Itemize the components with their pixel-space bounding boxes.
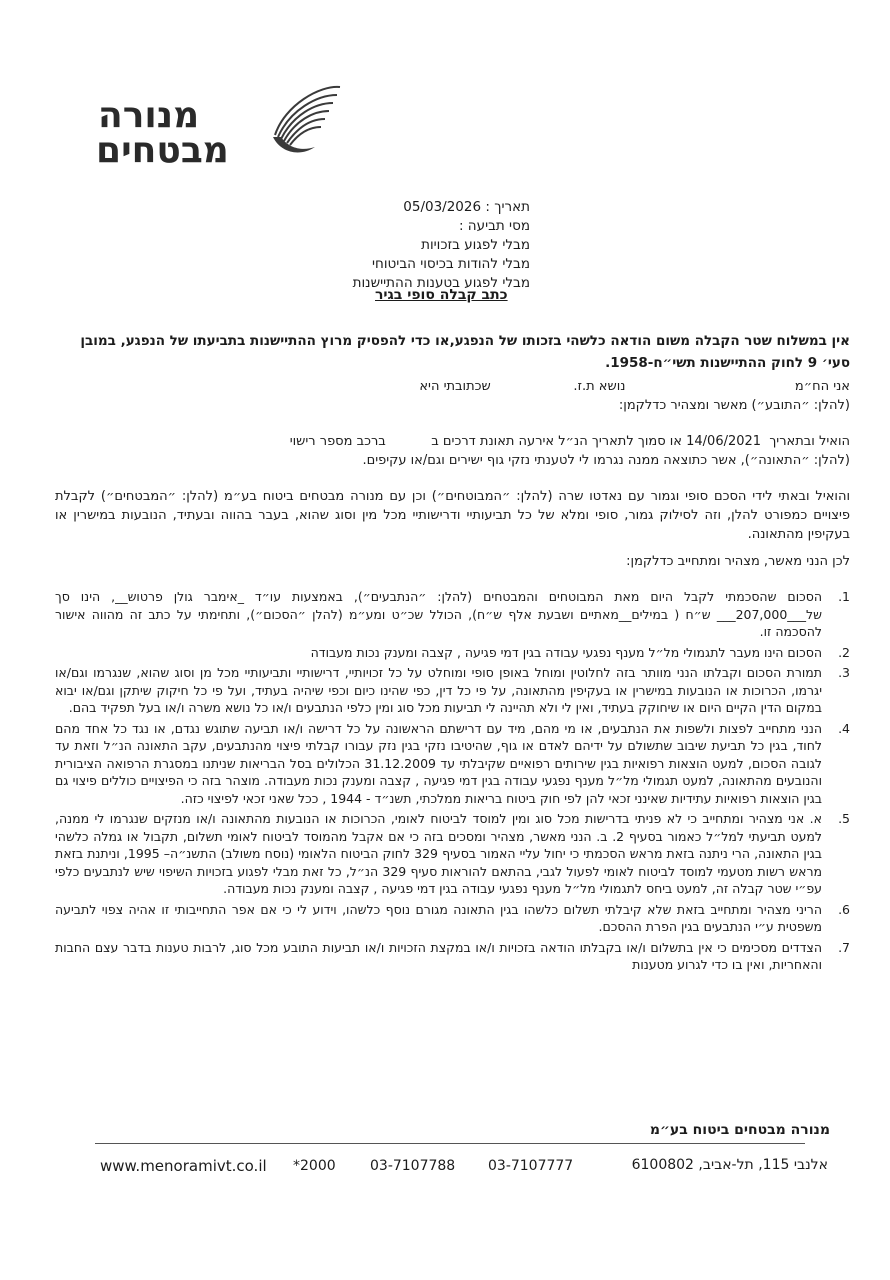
intro-paragraph: אין במשלוח שטר הקבלה משום הודאה כלשהי בזכותו של הנפגע,או כדי להפסיק מרוץ ההתיישנות בתביעתו של הנפגע, במובן סעי׳ 9 לחוק ההתיישנות תשי״ח-1958. — [80, 333, 850, 371]
clauses-list — [55, 588, 850, 977]
declarant-line-1: אני הח״מ נושא ת.ז. שכתובתי היא — [419, 379, 850, 394]
disclaimer-limitation: מבלי לפגוע בטענות ההתיישנות — [352, 275, 530, 291]
clause-text: הסכום הינו מעבר לתגמולי מל״ל מענף נפגעי עבודה בגין דמי פגיעה , קצבה ומענק נכות מעבודה — [310, 644, 822, 660]
clause-number: 5. — [838, 811, 850, 826]
whereas-settlement-paragraph: והואיל ובאתי לידי הסכם סופי וגמור עם נאדטו שרה (להלן: ״המבוטחים״) וכן עם מנורה מבטחים ביטוח בע״מ (להלן: ״המבטחים״) לקבלת פיצויים כמפורט להלן, וזה לסילוק גמור, סופי ומלא של כל תביעותיי ודרישותיי מכל מין וסוג שהוא, בעבר בהווה ובעתיד, הנובעות במישרין או בעקיפין מהתאונה. — [55, 489, 850, 542]
footer-star-number: *2000 — [293, 1158, 336, 1174]
whereas-accident-paragraph — [55, 432, 850, 470]
clause-text: הסכום שהסכמתי לקבל היום מאת המבוטחים והמבטחים (להלן: ״הנתבעים״), באמצעות עו״ד _אימבר גולן פרטוש__, הינו סך של___207,000___ ש״ח ( במילים__מאתיים ושבעת אלף ש״ח), הכולל שכ״ט ומע״מ (להלן ״הסכום״), ותחימתי על כתב זה מהווה אישור להסכמה זו. — [55, 589, 822, 639]
disclaimer-coverage: מבלי להודות בכיסוי הביטוחי — [372, 256, 530, 272]
list-item — [55, 720, 850, 808]
whereas-line-2: (להלן: ״התאונה״), אשר כתוצאה ממנה נגרמו לי לטענתי נזקי גוף ישירים וגם/או עקיפים. — [362, 453, 850, 468]
footer-company-name: מנורה מבטחים ביטוח בע״מ — [649, 1122, 830, 1138]
declarant-line-2: (להלן: ״התובע״) מאשר ומצהיר כדלקמן: — [618, 398, 850, 413]
disclaimer-rights: מבלי לפגוע בזכויות — [421, 237, 530, 253]
clause-text: א. אני מצהיר ומתחייב כי לא פניתי בדרישות מכל סוג ומין למוסד לביטוח לאומי, הכרוכות או הנובעות מהתאונה ו/או מנזקים שנגרמו לי ממנה, למעט תביעתי למל״ל כאמור בסעיף 2. ב. הנני מאשר, מצהיר ומסכים בזה כי אם אקבל מהמוסד לביטוח לאומי תשלום, תקבול או גמלה כלשהי בגין התאונה, הרי ניתנה בזאת מראש הסכמתי כי יחול עליי האמור בסעיף 329 לחוק הביטוח הלאומי (נוסח משולב) התשנ״ה– 1995, וניתנת בזאת מראש רשות מטעמי למוסד לביטוח לאומי לפעול לגבי, בהתאם להוראות סעיף 329 הנ״ל, כל זאת מבלי לפגוע בזכויות השיפוי שיש לנתבעים כלפי עפ״י שטר קבלה זה, למעט ביחס לתגמולי מל״ל מענף נפגעי עבודה בגין דמי פגיעה , קצבה ומענק נכות מעבודה. — [55, 811, 822, 896]
clause-number: 7. — [838, 939, 850, 955]
clause-text: הצדדים מסכימים כי אין בתשלום ו/או בקבלתו הודאה בזכויות ו/או במקצת הזכויות ו/או תביעות התובע מכל סוג, לרבות טענות בדבר עצם החבות והאחריות, ואין בו כדי לגרוע מטענות — [55, 939, 822, 972]
list-item — [55, 644, 850, 662]
list-item — [55, 588, 850, 641]
therefore-line: לכן הנני מאשר, מצהיר ומתחייב כדלקמן: — [626, 554, 850, 569]
claim-number: מסי תביעה : — [458, 218, 530, 234]
letter-header — [230, 198, 530, 293]
clause-number: 6. — [838, 901, 850, 917]
document-title: כתב קבלה סופי בגיר — [375, 287, 508, 303]
footer-address: אלנבי 115, תל-אביב, 6100802 — [631, 1157, 828, 1173]
list-item — [55, 664, 850, 717]
clause-text: הריני מצהיר ומתחייב בזאת שלא קיבלתי תשלום כלשהו בגין התאונה מגורם נוסף כלשהו, וידוע לי כי אם אפר התחייבותי זו אהיה צפוי לתביעה משפטית ע״י הנתבעים בגין הפרת ההסכם. — [55, 901, 822, 934]
date-line: תאריך : 05/03/2026 — [403, 199, 530, 215]
logo-text-mivtachim: מבטחים — [96, 130, 229, 171]
footer-fax: 03-7107788 — [370, 1158, 456, 1174]
footer-divider — [95, 1143, 805, 1144]
clause-number: 4. — [838, 720, 850, 736]
footer-phone: 03-7107777 — [488, 1158, 574, 1174]
clause-text: הנני מתחייב לפצות ולשפות את הנתבעים, או מי מהם, מיד עם דרישתם הראשונה על כל דרישה ו/או תביעה שתוגש נגדם, או נגד כל אחד מהם לחוד, בגין כל תביעת שיבוב שתשולם על ידיהם לאדם או גוף, שהיטיבו נזקי בגין נזק עבורו קבלתי פיצוי מהנתבעים, עקב התאונה הנ״ל וזאת עד לגובה הסכום, למעט הוצאות רפואיות בגין שירותים רפואיים שקיבלתי עד 31.12.2009 הכלולים בסל הבריאות שניתנו במסגרת הרפואה הציבורית והנובעים מהתאונה, למעט תגמולי מל״ל מענף נפגעי עבודה בגין דמי פגיעה , קצבה ומענק נכות מעבודה. מוצהר בזה כי הפיצויים כוללים פיצוי גם בגין הוצאות רפואיות עתידיות שאינני זכאי להן לפי חוק ביטוח בריאות ממלכתי, תשנ״ד - 1944 , ככל שאני זכאי לפיצוי כזה. — [55, 720, 822, 806]
clause-number: 1. — [838, 589, 850, 604]
list-item — [55, 901, 850, 936]
whereas-line-1: הואיל ובתאריך 14/06/2021 או סמוך לתאריך הנ״ל אירעה תאונת דרכים ב ברכב מספר רישוי — [289, 434, 850, 449]
list-item — [55, 810, 850, 898]
clause-text: תמורת הסכום וקבלתו הנני מוותר בזה לחלוטין ומוחל באופן סופי ומוחלט על כל זכויותיי, דרישותיי ותביעותיי מכל מן וסוג שהוא, שנגרמו וגם/או יגרמו, הכרוכות או הנובעות במישרין או בעקיפין מהתאונה, על פי כל דין, כפי שהינו כיום וכפי שיהיה בעתיד, ועל פי כל חיקוק שיתקן וגם/או יבוא במקום הדין הקיים היום או שיחוקק בעתיד, ואין לי ולא תהיינה לי תביעות מכל סוג ומין כלפי הנתבעים ו/או כל נושא משרה ו/או בעל תפקיד בהם. — [55, 665, 822, 715]
logo-text-menora: מנורה — [98, 95, 200, 136]
clause-number: 2. — [838, 644, 850, 660]
footer-website: www.menoramivt.co.il — [100, 1157, 267, 1175]
clause-number: 3. — [838, 665, 850, 680]
list-item — [55, 939, 850, 974]
declarant-paragraph — [55, 377, 850, 415]
